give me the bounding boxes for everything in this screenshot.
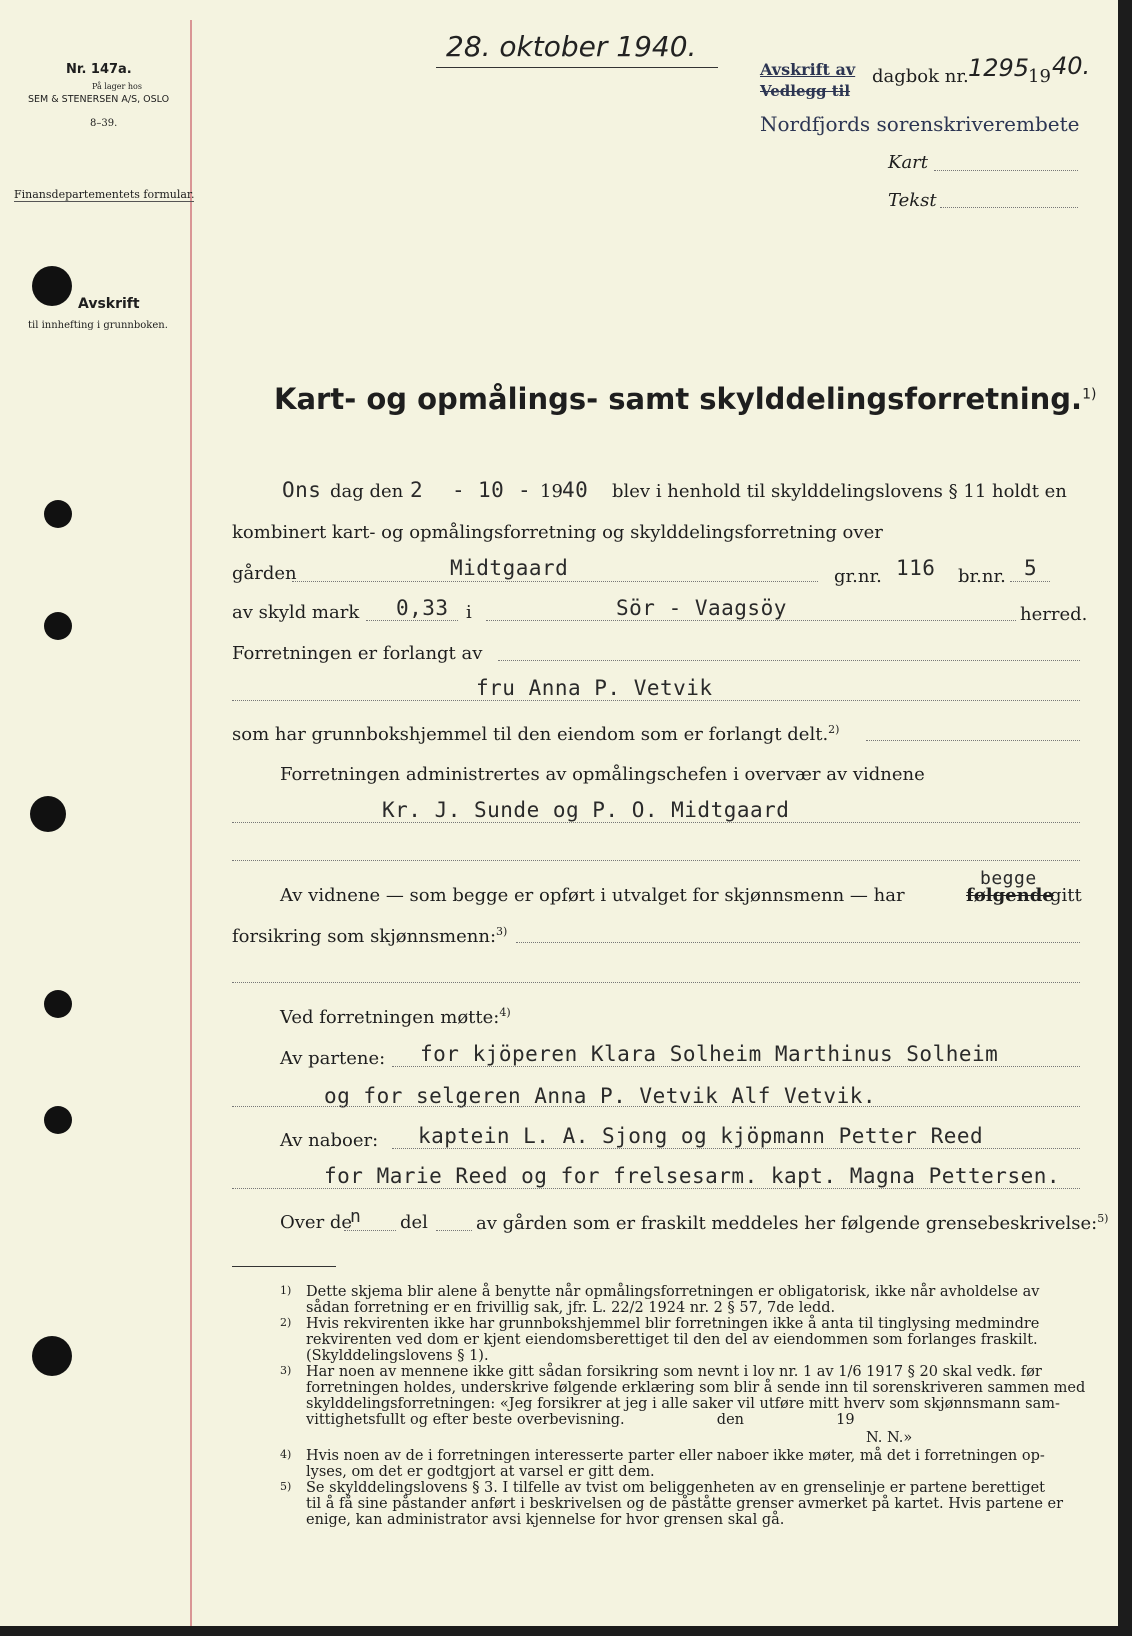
dagbok-label: dagbok nr. xyxy=(872,66,969,87)
over-text-b xyxy=(476,1212,1108,1234)
print-date: 8–39. xyxy=(90,118,118,129)
avskrift-label: Avskrift xyxy=(78,296,140,312)
avskrift-av: Avskrift av xyxy=(760,60,856,79)
footnote-line: (Skylddelingslovens § 1). xyxy=(306,1348,489,1364)
partene-field-1 xyxy=(392,1066,1080,1067)
footnote-line: lyses, om det er godtgjort at varsel er gitt dem. xyxy=(306,1464,655,1480)
footnote-line: enige, kan administrator avsi kjennelse for hvor grensen skal gå. xyxy=(306,1512,785,1528)
day-suffix: dag den xyxy=(330,481,404,502)
title-note: 1) xyxy=(1082,386,1097,403)
punch-hole xyxy=(44,1106,72,1134)
over-del: del xyxy=(400,1212,428,1233)
footnote-line: sådan forretning er en frivillig sak, jfr. L. 22/2 1924 nr. 2 § 57, 7de ledd. xyxy=(306,1300,836,1316)
footnote-line: Se skylddelingslovens § 3. I tilfelle av tvist om beliggenheten av en grenselinje er partene berettiget xyxy=(306,1480,1046,1496)
footnote-text xyxy=(306,1448,1045,1480)
date-dash-2: - xyxy=(518,478,532,502)
forsikring-label: forsikring som skjønnsmenn: xyxy=(232,926,497,947)
footnote-line: skylddelingsforretningen: «Jeg forsikrer at jeg i alle saker vil utføre mitt hverv som skjønnsmann sam- xyxy=(306,1396,1060,1412)
ministry-label: Finansdepartementets formular. xyxy=(14,188,195,201)
footnote-rule xyxy=(232,1266,336,1267)
avskrift-sub: til innhefting i grunnboken. xyxy=(28,320,168,331)
punch-hole xyxy=(44,500,72,528)
footnote-line: Dette skjema blir alene å benytte når opmålingsforretningen er obligatorisk, ikke når avholdelse av xyxy=(306,1284,1040,1300)
vidner-insert: begge xyxy=(980,868,1037,889)
hjemmel-field xyxy=(866,740,1080,741)
vidner-value: Kr. J. Sunde og P. O. Midtgaard xyxy=(382,798,790,822)
footnote-number: 2) xyxy=(280,1316,292,1329)
forsikring-field-1 xyxy=(516,942,1080,943)
over-field-1 xyxy=(344,1230,396,1231)
grnr-label: gr.nr. xyxy=(834,566,882,587)
office-name: Nordfjords sorenskriverembete xyxy=(760,112,1080,136)
skyld-value: 0,33 xyxy=(396,596,449,620)
day-prefix: Ons xyxy=(282,478,322,502)
footnote-line: rekvirenten ved dom er kjent eiendomsberettiget til den del av eiendommen som forlanges fraskilt. xyxy=(306,1332,1038,1348)
i-label: i xyxy=(466,602,472,623)
form-title xyxy=(274,382,1096,416)
herred-field xyxy=(486,620,1016,621)
skyld-label: av skyld mark xyxy=(232,602,360,623)
form-number: Nr. 147a. xyxy=(66,62,132,77)
over-field-2 xyxy=(436,1230,472,1231)
forlangt-label: Forretningen er forlangt av xyxy=(232,643,483,664)
forlangt-field-1 xyxy=(498,660,1080,661)
naboer-field-2 xyxy=(232,1188,1080,1189)
footnote-text xyxy=(306,1364,1085,1428)
publisher-line1: På lager hos xyxy=(92,82,142,91)
footnote-line: Hvis noen av de i forretningen interesserte parter eller naboer ikke møter, må det i forretningen op- xyxy=(306,1448,1045,1464)
kart-field xyxy=(934,170,1078,171)
naboer-value-2: for Marie Reed og for frelsesarm. kapt. Magna Pettersen. xyxy=(324,1164,1061,1188)
over-note: 5) xyxy=(1097,1212,1109,1225)
hjemmel-label: som har grunnbokshjemmel til den eiendom som er forlangt delt. xyxy=(232,724,829,745)
kart-label: Kart xyxy=(888,152,929,173)
admin-text: Forretningen administrertes av opmålingschefen i overvær av vidnene xyxy=(280,764,925,785)
naboer-label: Av naboer: xyxy=(280,1130,379,1151)
punch-hole xyxy=(30,796,66,832)
date-dash-1: - xyxy=(452,478,466,502)
tekst-label: Tekst xyxy=(888,190,937,211)
vidner-text-b: gitt xyxy=(1050,885,1082,906)
forlangt-field-2 xyxy=(232,700,1080,701)
date-year-prefix: 19 xyxy=(540,481,563,502)
forsikring-text xyxy=(232,925,507,947)
forsikring-note: 3) xyxy=(496,925,508,938)
footnote-number: 5) xyxy=(280,1480,292,1493)
footnote-line: Hvis rekvirenten ikke har grunnbokshjemmel blir forretningen ikke å anta til tinglysing medmindre xyxy=(306,1316,1040,1332)
punch-hole xyxy=(32,266,72,306)
footnote-line: Har noen av mennene ikke gitt sådan forsikring som nevnt i lov nr. 1 av 1/6 1917 § 20 skal vedk. før xyxy=(306,1364,1042,1380)
footnote-line: til å få sine påstander anført i beskrivelsen og de påståtte grenser avmerket på kartet. Hvis partene er xyxy=(306,1496,1064,1512)
brnr-value: 5 xyxy=(1024,556,1038,580)
brnr-label: br.nr. xyxy=(958,566,1006,587)
partene-field-2 xyxy=(232,1106,1080,1107)
garden-field xyxy=(292,581,818,582)
motte-text xyxy=(280,1006,511,1028)
vidner-text-a: Av vidnene — som begge er opført i utvalget for skjønnsmenn — har xyxy=(280,885,905,906)
hjemmel-text xyxy=(232,723,839,745)
line1-text: blev i henhold til skylddelingslovens § 11 holdt en xyxy=(612,481,1067,502)
punch-hole xyxy=(44,612,72,640)
over-n: n xyxy=(350,1206,362,1227)
skyld-field xyxy=(366,620,458,621)
form-title-text: Kart- og opmålings- samt skylddelingsforretning. xyxy=(274,382,1083,416)
over-text-a: Over de xyxy=(280,1212,353,1233)
footnote-number: 4) xyxy=(280,1448,292,1461)
vidner-field-2 xyxy=(232,860,1080,861)
naboer-value-1: kaptein L. A. Sjong og kjöpmann Petter Reed xyxy=(418,1124,984,1148)
motte-label: Ved forretningen møtte: xyxy=(280,1007,500,1028)
grnr-value: 116 xyxy=(896,556,936,580)
partene-value-2: og for selgeren Anna P. Vetvik Alf Vetvik. xyxy=(324,1084,877,1108)
footnote-text xyxy=(306,1480,1063,1528)
over-label: av gården som er fraskilt meddeles her følgende grensebeskrivelse: xyxy=(476,1213,1098,1234)
tekst-field xyxy=(940,207,1078,208)
forsikring-field-2 xyxy=(232,982,1080,983)
hjemmel-note: 2) xyxy=(828,723,840,736)
dagbok-number: 1295 xyxy=(968,54,1030,82)
garden-label: gården xyxy=(232,563,297,584)
handwritten-date: 28. oktober 1940. xyxy=(446,30,697,63)
motte-note: 4) xyxy=(499,1006,511,1019)
vedlegg-til: Vedlegg til xyxy=(760,82,851,100)
partene-value-1: for kjöperen Klara Solheim Marthinus Solheim xyxy=(420,1042,999,1066)
herred-label: herred. xyxy=(1020,604,1088,625)
date-line xyxy=(436,67,718,68)
footnote-number: 1) xyxy=(280,1284,292,1297)
margin-rule xyxy=(190,20,192,1626)
date-year: 40 xyxy=(562,478,589,502)
line2-text: kombinert kart- og opmålingsforretning og skylddelingsforretning over xyxy=(232,522,883,543)
footnote-number: 3) xyxy=(280,1364,292,1377)
footnote-text xyxy=(306,1316,1039,1364)
partene-label: Av partene: xyxy=(280,1048,386,1069)
vidner-field-1 xyxy=(232,822,1080,823)
garden-value: Midtgaard xyxy=(450,556,569,580)
forlangt-value: fru Anna P. Vetvik xyxy=(476,676,713,700)
publisher-line2: SEM & STENERSEN A/S, OSLO xyxy=(28,94,170,105)
year-prefix: 19 xyxy=(1028,66,1051,87)
date-month: 10 xyxy=(478,478,505,502)
year-suffix: 40. xyxy=(1052,52,1091,80)
vidner-crossed: følgende xyxy=(966,885,1054,906)
footnote-line: vittighetsfullt og efter beste overbevisning. den 19 xyxy=(306,1412,855,1428)
footnote-line: forretningen holdes, underskrive følgende erklæring som blir å sende inn til sorenskriveren sammen med xyxy=(306,1380,1086,1396)
punch-hole xyxy=(32,1336,72,1376)
brnr-field xyxy=(1010,581,1050,582)
herred-value: Sör - Vaagsöy xyxy=(616,596,787,620)
footnote-text xyxy=(306,1284,1039,1316)
footnote-signature: N. N.» xyxy=(866,1430,913,1446)
punch-hole xyxy=(44,990,72,1018)
naboer-field-1 xyxy=(392,1148,1080,1149)
date-day: 2 xyxy=(410,478,424,502)
